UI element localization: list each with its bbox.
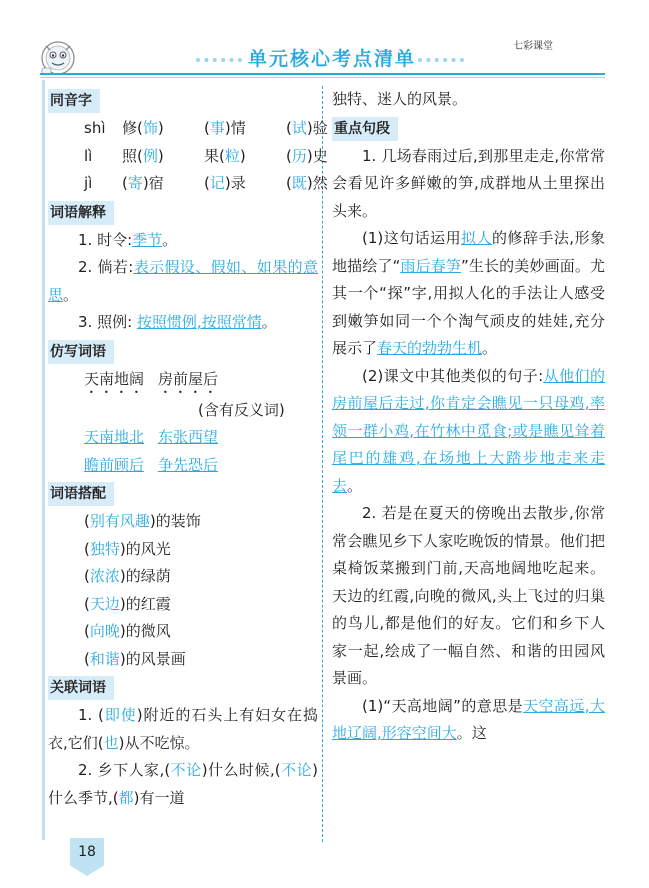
collocation-item: (向晚)的微风	[84, 622, 171, 640]
word-part: )宿	[142, 174, 164, 192]
homophone-word	[204, 115, 286, 143]
homophone-word	[204, 143, 286, 171]
answer-char: 粒	[224, 146, 240, 165]
right-column	[332, 86, 605, 748]
collocation-item: (别有风趣)的装饰	[84, 512, 201, 530]
section-heading-explain: 词语解释	[48, 201, 114, 225]
analysis-1-1: (1)这句话运用拟人的修辞手法,形象地描绘了“雨后春笋”生长的美妙画面。尤其一个“探”字,用拟人化的手法让人感受到嫩笋如同一个个淘气顽皮的娃娃,充分展示了春天的勃勃生机。	[332, 229, 605, 357]
answer-char: 既	[291, 174, 307, 192]
word-part: )然	[306, 174, 328, 192]
word-part: (	[286, 119, 292, 137]
pinyin-label: shì	[84, 119, 106, 137]
brand-label: 七彩课堂	[513, 41, 553, 52]
answer-word: 和谐	[89, 649, 120, 668]
section-heading-key: 重点句段	[332, 117, 398, 141]
word-part: )	[157, 119, 164, 137]
homophone-word	[122, 143, 204, 171]
word-part: (	[204, 174, 210, 192]
pinyin-label: lì	[84, 146, 93, 165]
pinyin-label: jì	[84, 174, 93, 192]
conj-item-1: 1. (即使)附近的石头上有妇女在捣衣,它们(也)从不吃惊。	[48, 706, 318, 752]
word-part: )史	[306, 146, 328, 165]
section-heading-homophones: 同音字	[48, 89, 100, 113]
word-part: (	[204, 119, 210, 137]
section-heading-conj: 关联词语	[48, 676, 114, 700]
homophone-word	[122, 170, 204, 198]
collocation-list	[48, 508, 318, 673]
cartoon-mascot-icon	[37, 38, 79, 78]
page-number: 18	[78, 844, 96, 860]
collocation-item: (浓浓)的绿荫	[84, 567, 171, 585]
section-heading-imitate: 仿写词语	[48, 340, 114, 364]
word-part: )录	[224, 174, 246, 192]
analysis-1-2: (2)课文中其他类似的句子:从他们的房前屋后走过,你肯定会瞧见一只母鸡,率领一群小鸡,在竹林中觅食;或是瞧见耸着尾巴的雄鸡,在场地上大踏步地走来走去。	[332, 366, 605, 495]
answer-word: 别有风趣	[89, 512, 150, 530]
page-number-badge	[70, 838, 104, 876]
answer-char: 记	[209, 174, 225, 192]
answer-char: 寄	[127, 174, 143, 192]
word-part: 修(	[122, 119, 143, 137]
key-sentence-2: 2. 若是在夏天的傍晚出去散步,你常常会瞧见乡下人家吃晚饭的情景。他们把桌椅饭菜搬到门前,天高地阔地吃起来。天边的红霞,向晚的微风,头上飞过的归巢的鸟儿,都是他们的好友。它们和乡下人家一起,绘成了一幅自然、和谐的田园风景画。	[332, 504, 605, 687]
word-part: (	[122, 174, 128, 192]
collocation-item: (独特)的风光	[84, 539, 171, 558]
answer-char: 饰	[142, 119, 158, 137]
answer-word: 独特	[89, 539, 120, 558]
word-part: (	[286, 174, 292, 192]
imitate-answers-2: 瞻前顾后 争先恐后	[84, 455, 219, 474]
answer-char: 历	[291, 146, 307, 165]
homophone-word	[122, 115, 204, 143]
homophone-row	[48, 170, 328, 198]
key-sentence-1: 1. 几场春雨过后,到那里走走,你常常会看见许多鲜嫩的笋,成群地从土里探出头来。	[332, 146, 605, 220]
header-rule-thin	[40, 77, 605, 78]
collocation-item: (和谐)的风景画	[84, 649, 186, 668]
left-margin-bar	[42, 80, 45, 840]
answer-word: 向晚	[89, 622, 120, 640]
word-part: 照(	[122, 146, 143, 165]
imitate-examples: 天南地阔 房前屋后	[84, 369, 219, 388]
homophone-row	[48, 143, 328, 171]
word-part: 果(	[204, 146, 225, 165]
section-heading-match: 词语搭配	[48, 482, 114, 506]
header-dots-left	[196, 58, 242, 62]
analysis-2-1: (1)“天高地阔”的意思是天空高远,大地辽阔,形容空间大。这	[332, 696, 605, 742]
explain-item-1: 1. 时令:季节。	[78, 230, 178, 249]
homophone-table	[48, 115, 328, 198]
explain-item-3: 3. 照例: 按照惯例,按照常情。	[78, 313, 277, 331]
answer-word: 天边	[89, 594, 120, 613]
answer-char: 事	[209, 119, 225, 137]
header-dots-right	[418, 58, 464, 62]
header-rule	[40, 73, 605, 75]
conj-item-2: 2. 乡下人家,(不论)什么时候,(不论)什么季节,(都)有一道	[48, 761, 319, 807]
explain-item-2: 2. 倘若:表示假设、假如、如果的意思。	[48, 258, 318, 304]
imitate-note: (含有反义词)	[198, 400, 285, 419]
imitate-answers-1: 天南地北 东张西望	[84, 428, 219, 446]
homophone-word	[204, 170, 286, 198]
word-part: )验	[306, 119, 328, 137]
column-divider	[322, 86, 323, 842]
collocation-item: (天边)的红霞	[84, 594, 171, 613]
page-title: 单元核心考点清单	[248, 48, 417, 70]
word-part: )	[157, 146, 164, 165]
word-part: )	[239, 146, 246, 165]
answer-word: 浓浓	[89, 567, 120, 585]
left-column	[48, 86, 328, 812]
word-part: (	[286, 146, 292, 165]
word-part: )情	[224, 119, 246, 137]
answer-char: 例	[142, 146, 158, 165]
answer-char: 试	[291, 119, 307, 137]
continued-text: 独特、迷人的风景。	[332, 90, 468, 108]
homophone-row	[48, 115, 328, 143]
